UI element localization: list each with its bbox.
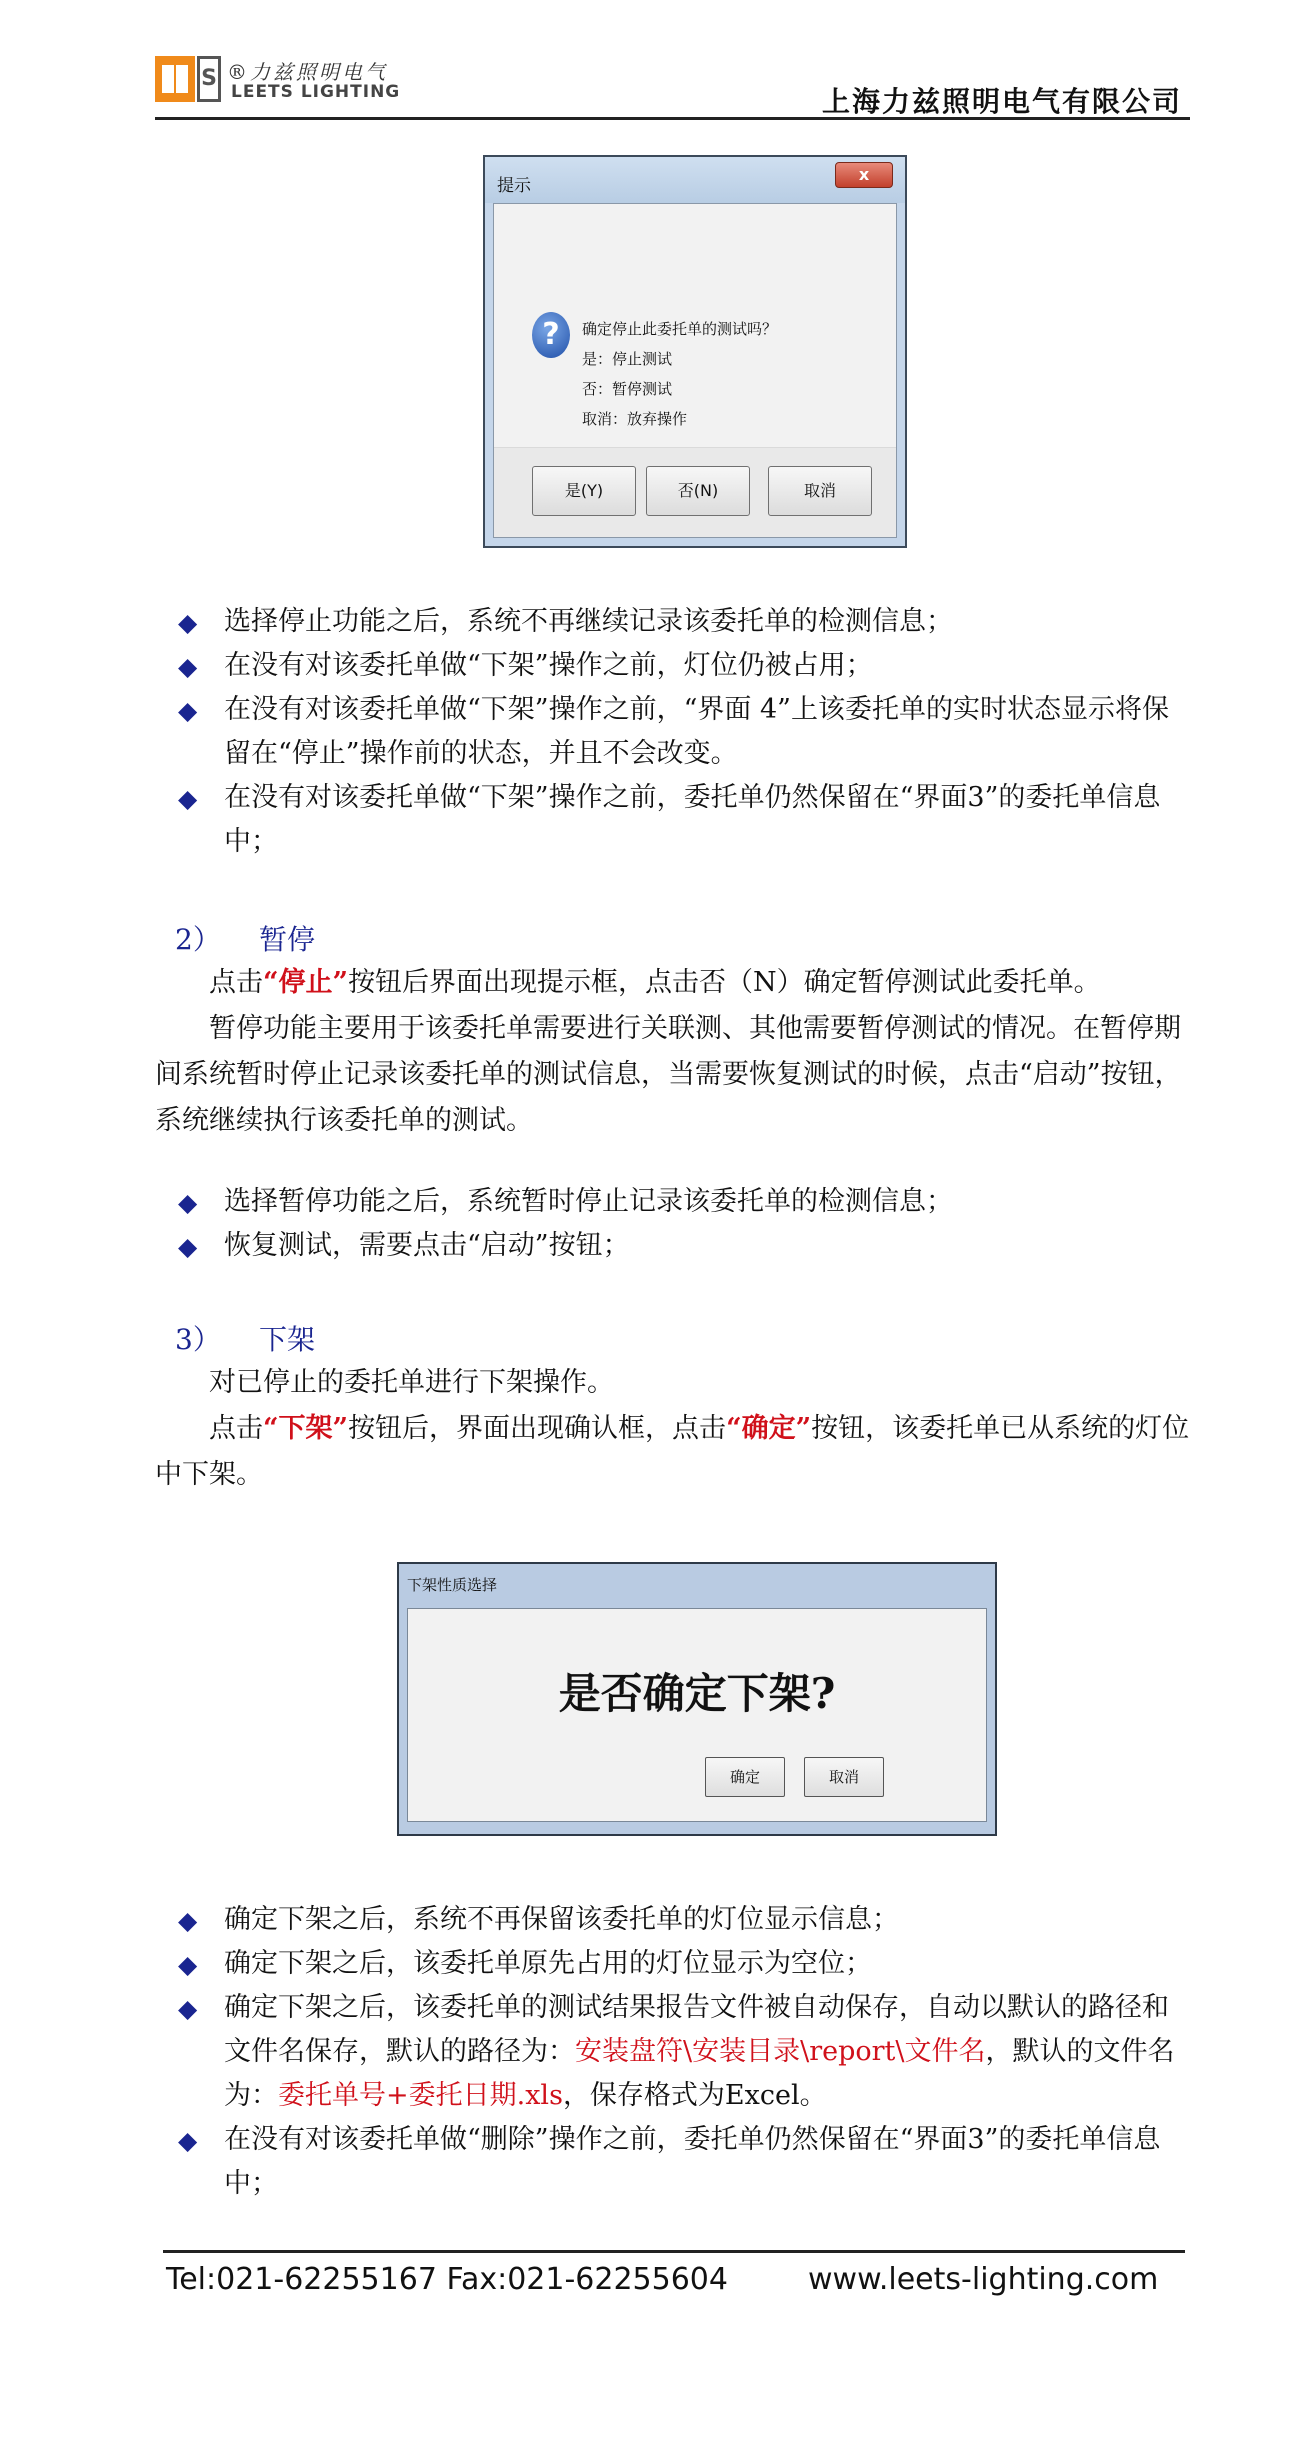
diamond-bullet-icon: ◆	[178, 784, 198, 813]
company-name: 上海力兹照明电气有限公司	[821, 85, 1182, 118]
footer-website: www.leets-lighting.com	[808, 2262, 1159, 2297]
list-item: ◆ 选择暂停功能之后，系统暂时停止记录该委托单的检测信息；	[178, 1180, 1190, 1224]
yes-button[interactable]: 是(Y)	[532, 466, 636, 516]
question-icon: ?	[532, 312, 570, 358]
list-item: ◆ 选择停止功能之后，系统不再继续记录该委托单的检测信息；	[178, 600, 1190, 644]
list-item: ◆ 确定下架之后，该委托单的测试结果报告文件被自动保存，自动以默认的路径和文件名保存，默认的路径为：安装盘符\安装目录\report\文件名，默认的文件名为：委托单号+委托日期.xls，保存格式为Excel。	[178, 1986, 1190, 2118]
logo-english-name: LEETS LIGHTING	[231, 82, 401, 102]
dialog-message: 确定停止此委托单的测试吗？ 是：停止测试 否：暂停测试 取消：放弃操作	[582, 320, 778, 428]
dialog-title: 提示	[497, 176, 531, 196]
diamond-bullet-icon: ◆	[178, 1188, 198, 1217]
cancel-button[interactable]: 取消	[768, 466, 872, 516]
dialog-button-row	[494, 447, 896, 537]
list-item: ◆ 确定下架之后，系统不再保留该委托单的灯位显示信息；	[178, 1898, 1190, 1942]
cancel-button[interactable]: 取消	[804, 1757, 884, 1797]
pause-paragraph-1: 点击“停止”按钮后界面出现提示框，点击否（N）确定暂停测试此委托单。	[209, 967, 1101, 998]
diamond-bullet-icon: ◆	[178, 1950, 198, 1979]
stop-confirm-dialog	[483, 155, 907, 548]
close-icon[interactable]: x	[835, 162, 893, 188]
footer-divider	[163, 2250, 1185, 2253]
no-button[interactable]: 否(N)	[646, 466, 750, 516]
unshelve-confirm-dialog	[397, 1562, 997, 1836]
diamond-bullet-icon: ◆	[178, 1906, 198, 1935]
dialog-title: 下架性质选择	[407, 1576, 498, 1594]
diamond-bullet-icon: ◆	[178, 608, 198, 637]
diamond-bullet-icon: ◆	[178, 2126, 198, 2155]
dialog-titlebar	[485, 157, 905, 203]
list-item: ◆ 在没有对该委托单做“下架”操作之前，“界面 4”上该委托单的实时状态显示将保留在“停止”操作前的状态，并且不会改变。	[178, 688, 1190, 776]
confirm-button[interactable]: 确定	[705, 1757, 785, 1797]
list-item: ◆ 确定下架之后，该委托单原先占用的灯位显示为空位；	[178, 1942, 1190, 1986]
unshelve-notes-list	[178, 1898, 1190, 2206]
list-item: ◆ 恢复测试，需要点击“启动”按钮；	[178, 1224, 1190, 1268]
dialog-body	[493, 203, 897, 538]
stop-notes-list	[178, 600, 1190, 864]
pause-notes-list	[178, 1180, 1190, 1268]
footer-contact: Tel:021-62255167 Fax:021-62255604	[166, 2262, 728, 2297]
logo-chinese-name: ®力兹照明电气	[227, 60, 388, 84]
pause-paragraph-2: 暂停功能主要用于该委托单需要进行关联测、其他需要暂停测试的情况。在暂停期间系统暂时停止记录该委托单的测试信息，当需要恢复测试的时候，点击“启动”按钮，系统继续执行该委托单的测试。	[155, 1013, 1182, 1136]
page-header	[155, 52, 1190, 120]
diamond-bullet-icon: ◆	[178, 696, 198, 725]
list-item: ◆ 在没有对该委托单做“删除”操作之前，委托单仍然保留在“界面3”的委托单信息中；	[178, 2118, 1190, 2206]
list-item: ◆ 在没有对该委托单做“下架”操作之前，灯位仍被占用；	[178, 644, 1190, 688]
logo-letter: S	[197, 56, 221, 102]
unshelve-paragraph-2: 点击“下架”按钮后，界面出现确认框，点击“确定”按钮，该委托单已从系统的灯位中下架。	[155, 1413, 1190, 1490]
unshelve-paragraph-1: 对已停止的委托单进行下架操作。	[209, 1367, 614, 1398]
dialog-question: 是否确定下架?	[558, 1669, 836, 1718]
diamond-bullet-icon: ◆	[178, 652, 198, 681]
diamond-bullet-icon: ◆	[178, 1232, 198, 1261]
company-logo	[155, 56, 223, 102]
list-item: ◆ 在没有对该委托单做“下架”操作之前，委托单仍然保留在“界面3”的委托单信息中；	[178, 776, 1190, 864]
dialog-body	[407, 1608, 987, 1822]
diamond-bullet-icon: ◆	[178, 1994, 198, 2023]
section-heading-pause: 2） 暂停	[175, 923, 316, 956]
section-heading-unshelve: 3） 下架	[175, 1323, 316, 1356]
